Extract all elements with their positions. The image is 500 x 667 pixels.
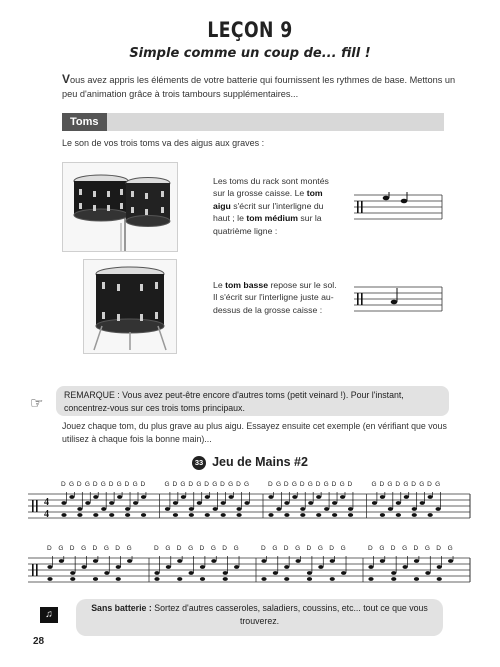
note-head	[109, 501, 114, 505]
hand-letter: D	[268, 481, 273, 488]
note-head	[436, 507, 441, 511]
time-sig-bottom: 4	[44, 509, 49, 520]
hand-letter: D	[411, 481, 416, 488]
note-head	[59, 559, 64, 563]
remark-text: REMARQUE : Vous avez peut-être encore d'autres toms (petit veinard !). Pour l'instant, concentrez-vous sur ces trois toms principaux.	[64, 390, 404, 413]
note-head	[380, 495, 385, 499]
note-head	[189, 571, 194, 575]
practice-paragraph: Jouez chaque tom, du plus grave au plus aigu. Essayez ensuite cet exemple (en vérifiant que vous utilisez à chaque fois la bonne main)...	[62, 421, 447, 444]
tip-label: Sans batterie :	[91, 603, 152, 613]
bass-note	[93, 577, 98, 581]
hand-letter: D	[283, 545, 289, 552]
floor-tom-photo	[83, 259, 177, 354]
note-head	[396, 501, 401, 505]
hand-letter: G	[244, 481, 250, 488]
pointing-hand-icon: ☞	[30, 395, 44, 412]
bass-note	[205, 513, 210, 517]
note-head	[221, 501, 226, 505]
hand-letter: D	[172, 481, 178, 488]
note-head	[341, 571, 346, 575]
note-head	[205, 495, 210, 499]
floor-tom-drawing	[84, 260, 176, 353]
no-drums-icon: ♫	[40, 607, 58, 623]
bass-note	[77, 513, 82, 517]
note-head	[437, 565, 442, 569]
hand-letter: G	[68, 481, 75, 488]
note-head	[372, 501, 377, 505]
rack-toms-photo	[62, 162, 178, 252]
bass-note	[70, 577, 75, 581]
hand-letter: D	[92, 481, 98, 488]
note-head	[165, 507, 170, 511]
hand-letter: D	[222, 545, 227, 552]
hand-letter: D	[76, 481, 82, 488]
hand-letter: D	[315, 481, 321, 488]
hand-letter: G	[126, 545, 132, 552]
hand-letter: G	[196, 481, 202, 488]
bass-note	[348, 513, 353, 517]
rack-bold-2: tom médium	[246, 213, 298, 224]
hand-letter: G	[58, 545, 64, 552]
floor-text-1: Le	[213, 280, 226, 290]
note-head	[229, 495, 234, 499]
hand-letter: G	[272, 545, 278, 552]
bass-note	[414, 577, 419, 581]
rack-bold-1: tom aigu	[213, 188, 323, 211]
bass-note	[47, 577, 52, 581]
bass-note	[330, 577, 335, 581]
note-head	[116, 565, 121, 569]
hand-letter: D	[261, 545, 266, 552]
tip-text	[76, 602, 443, 628]
rack-text-2: s'écrit sur l'interligne du haut ; le	[213, 200, 324, 224]
hand-letter: G	[233, 545, 239, 552]
track-badge: 33	[192, 456, 206, 470]
note-head	[93, 559, 98, 563]
hand-letter: D	[436, 545, 441, 552]
bass-note	[109, 513, 114, 517]
note-head	[307, 571, 312, 575]
hand-letter: D	[390, 545, 396, 552]
hand-letter: D	[69, 545, 75, 552]
lesson-subtitle: Simple comme un coup de... fill !	[129, 46, 371, 61]
note-head	[308, 501, 313, 505]
hand-letter: D	[47, 545, 52, 552]
floor-bold-1: tom basse	[225, 280, 269, 290]
note-head	[332, 501, 337, 505]
note-head	[101, 507, 106, 511]
note-head	[177, 559, 182, 563]
note-head	[93, 495, 98, 499]
hand-letter: G	[116, 481, 122, 488]
note-head	[388, 507, 393, 511]
toms-intro: Le son de vos trois toms va des aigus aux graves :	[62, 138, 265, 148]
note-head	[133, 501, 138, 505]
hand-letter: D	[140, 481, 146, 488]
hand-letter: G	[317, 545, 323, 552]
bass-note	[125, 513, 130, 517]
bass-note	[268, 513, 273, 517]
bass-note	[116, 577, 121, 581]
lesson-title: LEÇON 9	[207, 18, 293, 42]
note-head	[189, 507, 194, 511]
rack-text-1: Les toms du rack sont montés sur la grosse caisse. Le	[213, 176, 329, 199]
hand-letter: D	[236, 481, 241, 488]
hand-letter: G	[379, 545, 385, 552]
bass-note	[221, 513, 226, 517]
note-head	[276, 507, 281, 511]
note-head	[125, 507, 130, 511]
bass-note	[236, 513, 241, 517]
note-head	[127, 559, 132, 563]
hand-letter: D	[427, 481, 432, 488]
note-head	[284, 565, 289, 569]
notation-row-1	[28, 481, 470, 520]
hand-letter: D	[331, 481, 337, 488]
hand-letter: G	[81, 545, 87, 552]
hand-letter: D	[188, 481, 194, 488]
hand-letter: G	[103, 545, 109, 552]
hand-letter: D	[347, 481, 353, 488]
hand-letter: G	[180, 481, 186, 488]
exercise-title	[0, 455, 500, 470]
note-head	[166, 565, 171, 569]
note-head	[104, 571, 109, 575]
note-head	[368, 565, 373, 569]
note-head	[420, 501, 425, 505]
intro-text: ous avez appris les éléments de votre batterie qui fournissent les rythmes de base. Mettons un peu d'animation grâce à trois tambours supplémentaires...	[62, 75, 456, 99]
hand-letter: D	[379, 481, 385, 488]
note-head	[181, 495, 186, 499]
exercise-name: Jeu de Mains #2	[212, 455, 308, 469]
hand-letter: G	[419, 481, 425, 488]
rack-toms-drawing	[63, 163, 177, 251]
note-head	[330, 559, 335, 563]
hand-letter: G	[132, 481, 138, 488]
hand-letter: D	[329, 545, 334, 552]
note-head	[273, 571, 278, 575]
bass-note	[437, 577, 442, 581]
note-head	[47, 565, 52, 569]
hand-letter: D	[115, 545, 120, 552]
note-head	[403, 565, 408, 569]
note-head	[448, 559, 453, 563]
drop-cap: V	[62, 72, 71, 86]
hand-letter: D	[306, 545, 312, 552]
hand-letter: G	[387, 481, 393, 488]
bass-note	[284, 513, 289, 517]
hand-letter: G	[212, 481, 218, 488]
hand-letter: D	[154, 545, 159, 552]
bass-note	[200, 577, 205, 581]
note-head	[234, 565, 239, 569]
hand-letter: G	[295, 545, 301, 552]
note-head	[82, 565, 87, 569]
hand-letter: D	[108, 481, 114, 488]
hand-letter: G	[165, 545, 171, 552]
bass-note	[300, 513, 305, 517]
bass-note	[391, 577, 396, 581]
hand-letter: D	[124, 481, 130, 488]
notation-row-2	[28, 545, 470, 582]
tip-body: Sortez d'autres casseroles, saladiers, coussins, etc... tout ce que vous trouverez.	[151, 603, 428, 626]
bass-note	[261, 577, 266, 581]
bass-note	[61, 513, 66, 517]
hand-letter: D	[176, 545, 182, 552]
hand-letter: G	[424, 545, 430, 552]
note-head	[425, 571, 430, 575]
page-number: 28	[33, 636, 45, 647]
note-head	[141, 495, 146, 499]
floor-text-2: repose sur le sol. Il s'écrit sur l'interligne juste au-dessus de la grosse caisse :	[213, 280, 337, 315]
hand-letter: G	[291, 481, 297, 488]
note-head	[284, 501, 289, 505]
note-head	[412, 507, 417, 511]
bass-note	[332, 513, 337, 517]
section-bar	[62, 113, 444, 131]
hand-letter: D	[199, 545, 205, 552]
bass-note	[223, 577, 228, 581]
bass-note	[316, 513, 321, 517]
note-head	[380, 559, 385, 563]
hand-letter: G	[228, 481, 234, 488]
bass-note	[154, 577, 159, 581]
hand-letter: G	[307, 481, 313, 488]
hand-letter: D	[283, 481, 289, 488]
hand-letter: D	[92, 545, 98, 552]
hand-letter: D	[368, 545, 373, 552]
bass-note	[177, 577, 182, 581]
hand-letter: D	[220, 481, 225, 488]
note-head	[69, 495, 74, 499]
bass-note	[368, 577, 373, 581]
note-head	[211, 559, 216, 563]
bass-note	[428, 513, 433, 517]
note-head	[154, 571, 159, 575]
note-head	[85, 501, 90, 505]
hand-letter: D	[299, 481, 305, 488]
bass-note	[396, 513, 401, 517]
note-head	[300, 507, 305, 511]
hand-letter: G	[84, 481, 90, 488]
hand-letter: G	[371, 481, 377, 488]
note-head	[236, 507, 241, 511]
note-head	[213, 507, 218, 511]
hand-letter: G	[339, 481, 345, 488]
time-sig-top: 4	[44, 497, 49, 508]
note-head	[261, 559, 266, 563]
rack-toms-description	[213, 175, 340, 237]
note-head	[244, 501, 249, 505]
hand-letter: G	[435, 481, 441, 488]
hand-letter: G	[188, 545, 194, 552]
hand-letter: D	[395, 481, 401, 488]
hand-letter: G	[402, 545, 408, 552]
bass-note	[307, 577, 312, 581]
exercise-notation	[28, 472, 472, 602]
hand-letter: G	[100, 481, 106, 488]
note-head	[340, 495, 345, 499]
note-head	[316, 495, 321, 499]
note-head	[197, 501, 202, 505]
hand-letter: D	[413, 545, 419, 552]
note-head	[61, 501, 66, 505]
rack-toms-staff	[354, 192, 444, 222]
hand-letter: G	[323, 481, 329, 488]
note-head	[117, 495, 122, 499]
note-head	[324, 507, 329, 511]
hand-letter: G	[447, 545, 453, 552]
note-head	[268, 495, 273, 499]
hand-letter: D	[204, 481, 209, 488]
hand-letter: G	[164, 481, 170, 488]
section-heading: Toms	[62, 113, 107, 131]
note-head	[404, 495, 409, 499]
bass-note	[284, 577, 289, 581]
note-head	[200, 565, 205, 569]
hand-letter: G	[340, 545, 346, 552]
hand-letter: G	[403, 481, 409, 488]
bass-note	[93, 513, 98, 517]
bass-note	[380, 513, 385, 517]
note-head	[223, 571, 228, 575]
bass-note	[189, 513, 194, 517]
note-head	[292, 495, 297, 499]
note-head	[173, 501, 178, 505]
floor-tom-description	[213, 279, 340, 316]
bass-note	[412, 513, 417, 517]
note-head	[391, 571, 396, 575]
note-head	[414, 559, 419, 563]
note-head	[318, 565, 323, 569]
bass-note	[141, 513, 146, 517]
intro-paragraph	[62, 73, 457, 101]
note-head	[77, 507, 82, 511]
rack-text-3: sur la quatrième ligne :	[213, 213, 322, 236]
hand-letter: G	[275, 481, 282, 488]
floor-tom-staff	[354, 284, 444, 314]
note-head	[70, 571, 75, 575]
note-head	[296, 559, 301, 563]
note-head	[428, 495, 433, 499]
bass-note	[173, 513, 178, 517]
hand-letter: D	[61, 481, 66, 488]
hand-letter: G	[210, 545, 216, 552]
note-head	[348, 507, 353, 511]
